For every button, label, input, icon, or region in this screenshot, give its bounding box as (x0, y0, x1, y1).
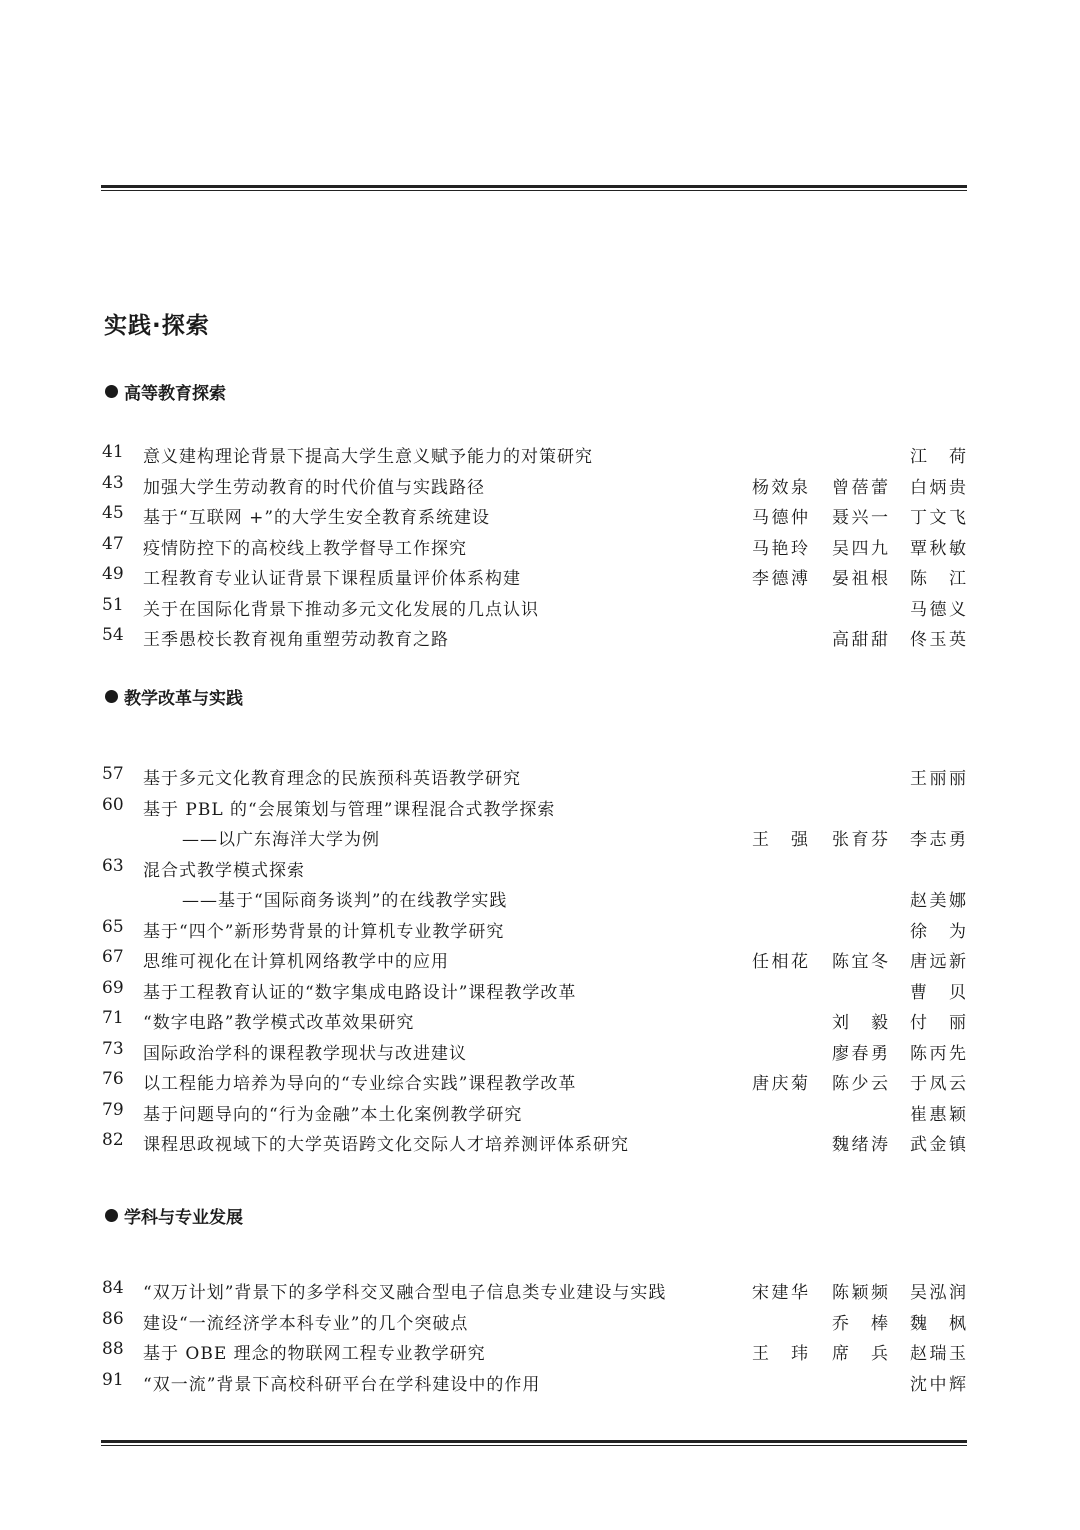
entry-author: 任相花 (752, 952, 808, 972)
entry-author: 曾蓓蕾 (832, 477, 888, 498)
toc-entry[interactable] (102, 852, 968, 882)
entry-author: 丁文飞 (910, 508, 966, 528)
entry-author: 马艳玲 (752, 538, 808, 559)
entry-author: 曹 贝 (910, 982, 966, 1003)
toc-entry[interactable] (102, 1305, 968, 1335)
entry-title: 加强大学生劳动教育的时代价值与实践路径 (143, 477, 485, 498)
toc-entry[interactable] (102, 760, 968, 790)
entry-author: 沈中辉 (910, 1374, 966, 1395)
page-number: 49 (102, 564, 124, 584)
section-heading (105, 1203, 243, 1228)
entry-title: 基于 PBL 的“会展策划与管理”课程混合式教学探索 (143, 799, 556, 820)
bullet-icon (105, 385, 118, 398)
entry-title: 基于多元文化教育理念的民族预科英语教学研究 (143, 769, 521, 789)
toc-entry[interactable] (102, 882, 968, 912)
entry-author: 陈颖频 (832, 1283, 888, 1303)
entry-author: 魏绪涛 (832, 1135, 888, 1155)
toc-entry[interactable] (102, 438, 968, 468)
section-heading-label: 教学改革与实践 (124, 689, 243, 709)
toc-entry[interactable] (102, 1035, 968, 1065)
entry-title: 基于问题导向的“行为金融”本土化案例教学研究 (143, 1104, 523, 1125)
entry-title: 建设“一流经济学本科专业”的几个突破点 (143, 1313, 469, 1334)
entry-author: 高甜甜 (832, 630, 888, 650)
entry-author: 陈少云 (832, 1074, 888, 1094)
page-number: 79 (102, 1099, 124, 1120)
entry-author: 宋建华 (752, 1283, 808, 1303)
bottom-rule (101, 1440, 967, 1446)
entry-title: 王季愚校长教育视角重塑劳动教育之路 (143, 630, 449, 650)
page-number: 57 (102, 764, 124, 784)
page-number: 69 (102, 977, 124, 998)
entry-title: “双一流”背景下高校科研平台在学科建设中的作用 (143, 1374, 541, 1395)
entry-author: 陈宜冬 (832, 952, 888, 972)
entry-author: 陈丙先 (910, 1043, 966, 1064)
page-number: 86 (102, 1308, 124, 1329)
page-number: 54 (102, 625, 124, 645)
entry-title: 基于“四个”新形势背景的计算机专业教学研究 (143, 921, 505, 942)
entry-author: 唐庆菊 (752, 1074, 808, 1094)
entry-title: 思维可视化在计算机网络教学中的应用 (143, 952, 449, 972)
page-number: 91 (102, 1369, 124, 1390)
entry-author: 吴泓润 (910, 1283, 966, 1303)
page-number: 63 (102, 855, 124, 876)
section-heading-label: 高等教育探索 (124, 384, 226, 404)
entry-author: 聂兴一 (832, 508, 888, 528)
bullet-icon (105, 1209, 118, 1222)
entry-title: 基于“互联网 +”的大学生安全教育系统建设 (143, 508, 491, 528)
entry-author: 王 玮 (752, 1344, 808, 1364)
toc-entry[interactable] (102, 499, 968, 529)
toc-entry[interactable] (102, 1126, 968, 1156)
entry-author: 杨效泉 (752, 477, 808, 498)
page-number: 67 (102, 947, 124, 967)
entry-author: 张育芬 (832, 830, 888, 850)
entry-author: 付 丽 (910, 1013, 966, 1033)
section-heading (105, 379, 226, 404)
page-number: 41 (102, 442, 124, 462)
toc-entry[interactable] (102, 1366, 968, 1396)
page-number: 47 (102, 533, 124, 554)
toc-entry[interactable] (102, 974, 968, 1004)
entry-author: 武金镇 (910, 1135, 966, 1155)
toc-entry[interactable] (102, 469, 968, 499)
entry-title: 课程思政视域下的大学英语跨文化交际人才培养测评体系研究 (143, 1135, 629, 1155)
entry-author: 马德仲 (752, 508, 808, 528)
page-number: 82 (102, 1130, 124, 1150)
toc-entry[interactable] (102, 943, 968, 973)
page-number: 43 (102, 472, 124, 493)
part-title: 实践·探索 (104, 313, 210, 339)
entry-author: 赵美娜 (910, 891, 966, 911)
toc-entry[interactable] (102, 530, 968, 560)
entry-author: 徐 为 (910, 921, 966, 942)
toc-entry[interactable] (102, 1065, 968, 1095)
page-number: 73 (102, 1038, 124, 1059)
entry-author: 魏 枫 (910, 1313, 966, 1334)
page-number: 65 (102, 916, 124, 937)
toc-entry[interactable] (102, 621, 968, 651)
entry-author: 席 兵 (832, 1344, 888, 1364)
page-number: 84 (102, 1278, 124, 1298)
section-heading (105, 684, 243, 709)
entry-author: 唐远新 (910, 952, 966, 972)
entry-title: 工程教育专业认证背景下课程质量评价体系构建 (143, 569, 521, 589)
section-heading-label: 学科与专业发展 (124, 1208, 243, 1228)
page-number: 60 (102, 794, 124, 815)
page-number: 88 (102, 1339, 124, 1359)
toc-entry[interactable] (102, 1274, 968, 1304)
entry-title: 关于在国际化背景下推动多元文化发展的几点认识 (143, 599, 539, 620)
entry-title: 国际政治学科的课程教学现状与改进建议 (143, 1043, 467, 1064)
toc-entry[interactable] (102, 791, 968, 821)
entry-title: 混合式教学模式探索 (143, 860, 305, 881)
entry-author: 李德溥 (752, 569, 808, 589)
top-rule (101, 185, 967, 191)
entry-author: 白炳贵 (910, 477, 966, 498)
entry-author: 廖春勇 (832, 1043, 888, 1064)
toc-entry[interactable] (102, 591, 968, 621)
toc-entry[interactable] (102, 821, 968, 851)
entry-title: 基于 OBE 理念的物联网工程专业教学研究 (143, 1344, 486, 1364)
entry-author: 乔 棒 (832, 1313, 888, 1334)
entry-subtitle: ——基于“国际商务谈判”的在线教学实践 (182, 891, 508, 911)
page-number: 71 (102, 1008, 124, 1028)
entry-author: 崔惠颖 (910, 1104, 966, 1125)
entry-author: 佟玉英 (910, 630, 966, 650)
entry-author: 晏祖根 (832, 569, 888, 589)
entry-title: “双万计划”背景下的多学科交叉融合型电子信息类专业建设与实践 (143, 1283, 667, 1303)
entry-title: 意义建构理论背景下提高大学生意义赋予能力的对策研究 (143, 447, 593, 467)
toc-entry[interactable] (102, 1004, 968, 1034)
toc-entry[interactable] (102, 1096, 968, 1126)
entry-title: 以工程能力培养为导向的“专业综合实践”课程教学改革 (143, 1074, 577, 1094)
entry-title: 基于工程教育认证的“数字集成电路设计”课程教学改革 (143, 982, 577, 1003)
entry-author: 覃秋敏 (910, 538, 966, 559)
entry-title: 疫情防控下的高校线上教学督导工作探究 (143, 538, 467, 559)
page-number: 51 (102, 594, 124, 615)
toc-entry[interactable] (102, 1335, 968, 1365)
entry-author: 江 荷 (910, 447, 966, 467)
entry-author: 李志勇 (910, 830, 966, 850)
page-number: 76 (102, 1069, 124, 1089)
bullet-icon (105, 690, 118, 703)
entry-title: “数字电路”教学模式改革效果研究 (143, 1013, 415, 1033)
entry-author: 王丽丽 (910, 769, 966, 789)
toc-entry[interactable] (102, 560, 968, 590)
entry-author: 吴四九 (832, 538, 888, 559)
page-number: 45 (102, 503, 124, 523)
entry-author: 王 强 (752, 830, 808, 850)
entry-author: 赵瑞玉 (910, 1344, 966, 1364)
toc-entry[interactable] (102, 913, 968, 943)
entry-author: 于凤云 (910, 1074, 966, 1094)
entry-subtitle: ——以广东海洋大学为例 (182, 830, 380, 850)
entry-author: 陈 江 (910, 569, 966, 589)
entry-author: 马德义 (910, 599, 966, 620)
entry-author: 刘 毅 (832, 1013, 888, 1033)
